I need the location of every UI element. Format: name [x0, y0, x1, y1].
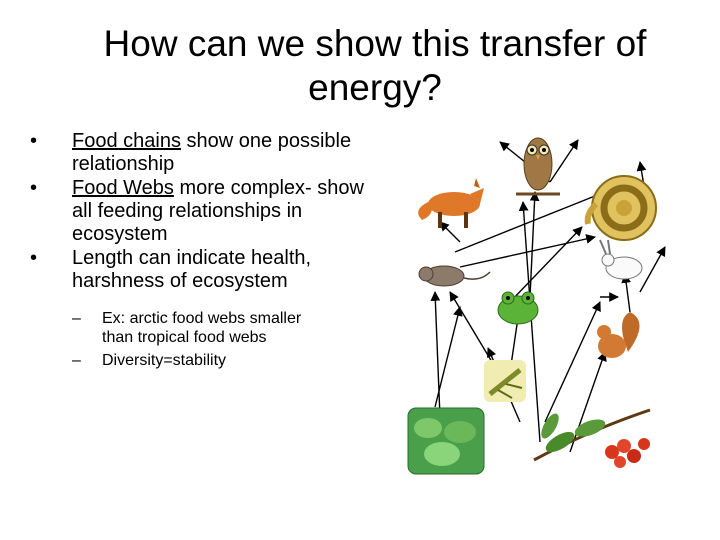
arrow [440, 222, 460, 242]
frog-icon [498, 292, 538, 324]
arrow [530, 192, 535, 297]
snake-icon [588, 176, 656, 240]
dash-glyph: – [72, 310, 81, 327]
bullet-text: more complex- show all feeding relationships in ecosystem [72, 177, 364, 245]
arrow [550, 140, 578, 182]
arrow [640, 247, 665, 292]
sub-bullet-list [72, 309, 390, 370]
fox-icon [418, 178, 484, 228]
bullet-item [30, 247, 390, 293]
title-line-1: How can we show this transfer of [103, 23, 647, 64]
food-web-diagram [400, 122, 690, 482]
sub-bullet-item [72, 351, 390, 370]
dash-glyph: – [72, 352, 81, 369]
arrow [435, 307, 460, 407]
arrow [510, 227, 582, 302]
bullet-list [30, 130, 390, 374]
mouse-icon [419, 266, 490, 286]
sub-bullet-item [72, 309, 390, 347]
arrow [625, 274, 630, 312]
bullet-glyph: • [30, 247, 38, 269]
arrow [570, 352, 605, 452]
owl-icon [516, 138, 560, 194]
squirrel-icon [597, 312, 640, 358]
leafy-branch-icon [534, 410, 650, 468]
slide-title [40, 22, 710, 110]
grasshopper-icon [484, 360, 526, 402]
bullet-item [30, 130, 390, 176]
sub-bullet-text: Ex: arctic food webs smaller than tropical food webs [102, 310, 302, 346]
bullet-text: show one possible relationship [72, 130, 352, 175]
food-chains-link[interactable]: Food chains [72, 130, 181, 152]
food-webs-link[interactable]: Food Webs [72, 177, 174, 199]
sub-bullet-text: Diversity=stability [102, 352, 227, 369]
bullet-item [30, 177, 390, 246]
rabbit-icon [600, 240, 642, 279]
bullet-glyph: • [30, 130, 38, 152]
title-line-2: energy? [308, 67, 442, 108]
arrow [545, 302, 600, 422]
bullet-glyph: • [30, 177, 38, 199]
bullet-text: Length can indicate health, harshness of ecosystem [72, 247, 312, 292]
plants-icon [408, 408, 484, 474]
